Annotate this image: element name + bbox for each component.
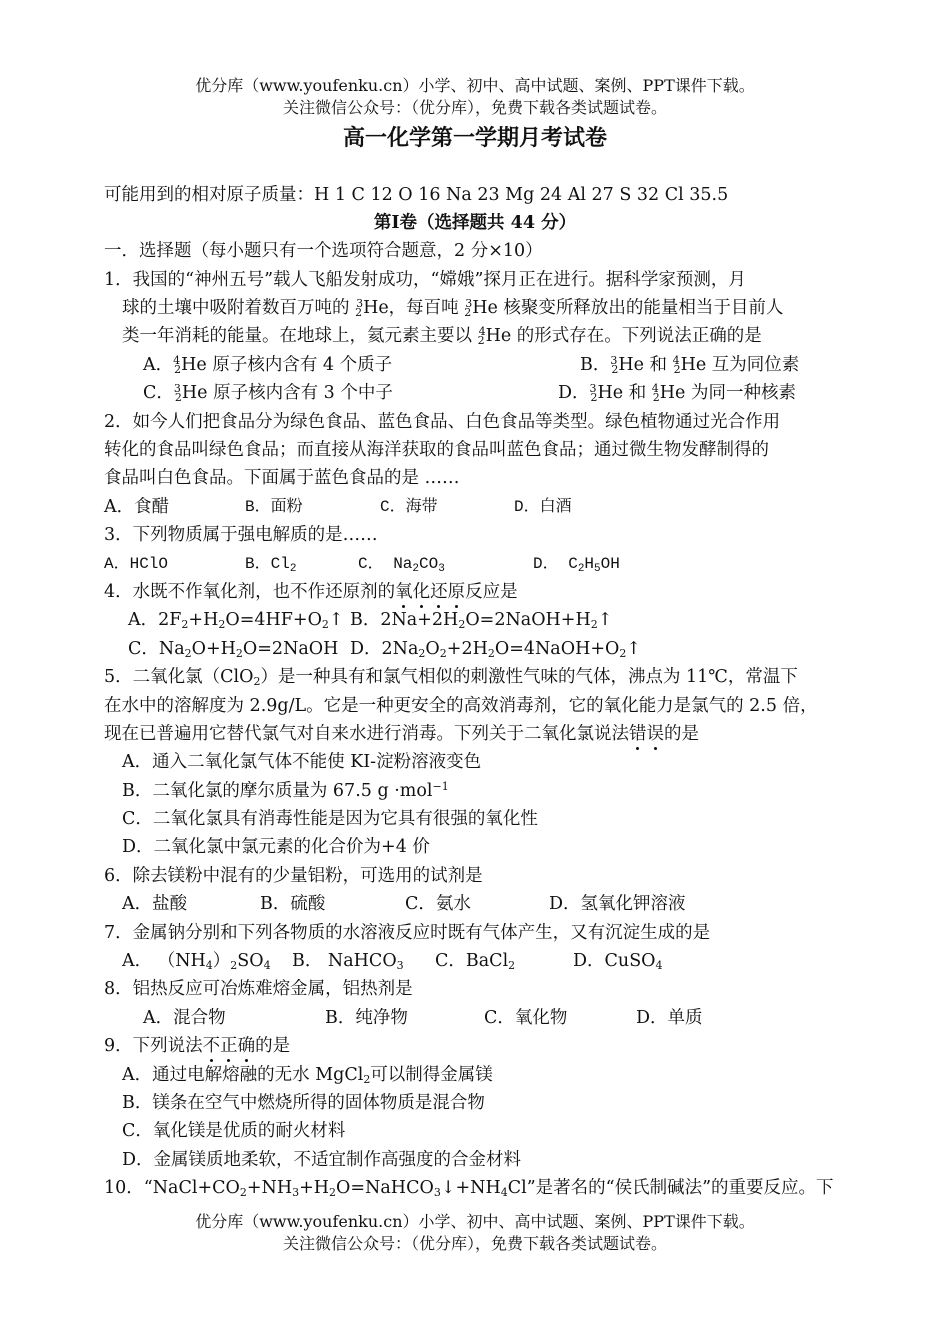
q7-option-c: C．BaCl$_2$ [435, 951, 516, 972]
q8-option-b: B．纯净物 [325, 1008, 408, 1028]
q5-option-d: D．二氧化氯中氯元素的化合价为+4 价 [122, 837, 430, 857]
q5-line-2: 在水中的溶解度为 2.9g/L。它是一种更安全的高效消毒剂，它的氧化能力是氯气的 2.5 倍， [104, 696, 818, 716]
q1-option-c: C．$^3_2$He 原子核内含有 3 个中子 [143, 382, 393, 404]
footer-line-2: 关注微信公众号：（优分库），免费下载各类试题试卷。 [282, 1234, 667, 1253]
q8-option-a: A．混合物 [143, 1008, 226, 1028]
q7-option-b: B． NaHCO$_3$ [292, 951, 404, 972]
q5-line-1: 5．二氧化氯（ClO$_2$）是一种具有和氯气相似的刺激性气味的气体，沸点为 11℃，常温下 [104, 667, 798, 688]
q10-stem: 10．“$NaCl+CO_2+NH_3+H_2O=NaHCO_3↓+NH_4Cl$”是著名的“侯氏制碱法”的重要反应。下 [104, 1178, 834, 1199]
q3-option-b: B．$Cl_2$ [245, 555, 297, 575]
q1-option-d: D．$^3_2$He 和 $^4_2$He 为同一种核素 [558, 382, 796, 404]
q7-option-a: A． $(NH_4)_2SO_4$ [122, 951, 271, 972]
q6-stem: 6．除去镁粉中混有的少量铝粉，可选用的试剂是 [104, 866, 483, 886]
q9-option-d: D．金属镁质地柔软，不适宜制作高强度的合金材料 [122, 1150, 522, 1170]
q9-option-c: C．氧化镁是优质的耐火材料 [122, 1121, 346, 1141]
q3-stem: 3．下列物质属于强电解质的是…… [104, 525, 378, 545]
q5-line-3: 现在已普遍用它替代氯气对自来水进行消毒。下列关于二氧化氯说法错误的是 [104, 724, 699, 744]
q6-option-b: B．硫酸 [260, 894, 326, 914]
q2-option-d: D．白酒 [514, 498, 572, 516]
q7-stem: 7．金属钠分别和下列各物质的水溶液反应时既有气体产生，又有沉淀生成的是 [104, 923, 711, 943]
q1-line-3: 类一年消耗的能量。在地球上，氦元素主要以 $_2^4$He 的形式存在。下列说法正确的是 [122, 325, 762, 347]
q6-option-c: C．氨水 [405, 894, 471, 914]
q1-line-1: 1．我国的“神州五号”载人飞船发射成功，“嫦娥”探月正在进行。据科学家预测，月 [104, 270, 746, 290]
q8-stem: 8．铝热反应可冶炼难熔金属，铝热剂是 [104, 979, 413, 999]
q3-option-c: C． $Na_2CO_3$ [358, 555, 445, 575]
footer-line-1: 优分库（www.youfenku.cn）小学、初中、高中试题、案例、PPT课件下载。 [195, 1212, 755, 1231]
page-title: 高一化学第一学期月考试卷 [342, 125, 607, 151]
q2-option-c: C．海带 [380, 498, 438, 516]
q4-option-c: C．$Na_2O+H_2O=2NaOH$ [128, 639, 339, 660]
q4-stem: 4．水既不作氧化剂，也不作还原剂的氧化还原反应是 [104, 582, 518, 602]
q2-option-a: A．食醋 [104, 497, 170, 517]
q3-option-a: A．HClO [104, 555, 169, 573]
q2-line-2: 转化的食品叫绿色食品；而直接从海洋获取的食品叫蓝色食品；通过微生物发酵制得的 [104, 440, 769, 460]
header-line-2: 关注微信公众号：（优分库），免费下载各类试题试卷。 [282, 98, 667, 117]
q1-option-b: B．$^3_2$He 和 $^4_2$He 互为同位素 [580, 354, 800, 376]
q8-option-c: C．氧化物 [484, 1008, 568, 1028]
header-line-1: 优分库（www.youfenku.cn）小学、初中、高中试题、案例、PPT课件下载。 [195, 76, 755, 95]
q5-option-a: A．通入二氧化氯气体不能使 KI-淀粉溶液变色 [122, 752, 482, 772]
q7-option-d: D．CuSO$_4$ [573, 951, 663, 972]
q6-option-d: D．氢氧化钾溶液 [549, 894, 686, 914]
q3-option-d: D． $C_2H_5OH$ [533, 555, 620, 575]
q6-option-a: A．盐酸 [122, 894, 188, 914]
q2-option-b: B．面粉 [245, 498, 303, 516]
q4-option-a: A．$2F_2+H_2O=4HF+O_2↑$ [128, 610, 344, 631]
part-1-title: 第Ⅰ卷（选择题共 44 分） [373, 213, 577, 233]
q2-line-1: 2．如今人们把食品分为绿色食品、蓝色食品、白色食品等类型。绿色植物通过光合作用 [104, 412, 781, 432]
q4-option-b: B．$2Na+2H_2O=2NaOH+H_2↑$ [350, 610, 613, 631]
q1-option-a: A．$^4_2$He 原子核内含有 4 个质子 [143, 354, 393, 376]
q9-option-a: A．通过电解熔融的无水 MgCl$_2$可以制得金属镁 [122, 1065, 493, 1086]
q5-option-b: B．二氧化氯的摩尔质量为 67.5 g ·mol$^{-1}$ [122, 780, 449, 801]
q5-option-c: C．二氧化氯具有消毒性能是因为它具有很强的氧化性 [122, 809, 538, 829]
atomic-masses: 可能用到的相对原子质量：H 1 C 12 O 16 Na 23 Mg 24 Al 27 S 32 Cl 35.5 [104, 185, 729, 205]
q2-line-3: 食品叫白色食品。下面属于蓝色食品的是 …… [104, 468, 460, 488]
q9-stem: 9．下列说法不正确的是 [104, 1036, 291, 1056]
q1-line-2: 球的土壤中吸附着数百万吨的 $_2^3$He，每百吨 $_2^3$He 核聚变所释放出的能量相当于目前人 [122, 297, 784, 319]
q8-option-d: D．单质 [636, 1008, 703, 1028]
q9-option-b: B．镁条在空气中燃烧所得的固体物质是混合物 [122, 1093, 485, 1113]
section-1-heading: 一．选择题（每小题只有一个选项符合题意，2 分×10） [104, 241, 543, 261]
q4-option-d: D．$2Na_2O_2+2H_2O=4NaOH+O_2↑$ [350, 639, 642, 660]
